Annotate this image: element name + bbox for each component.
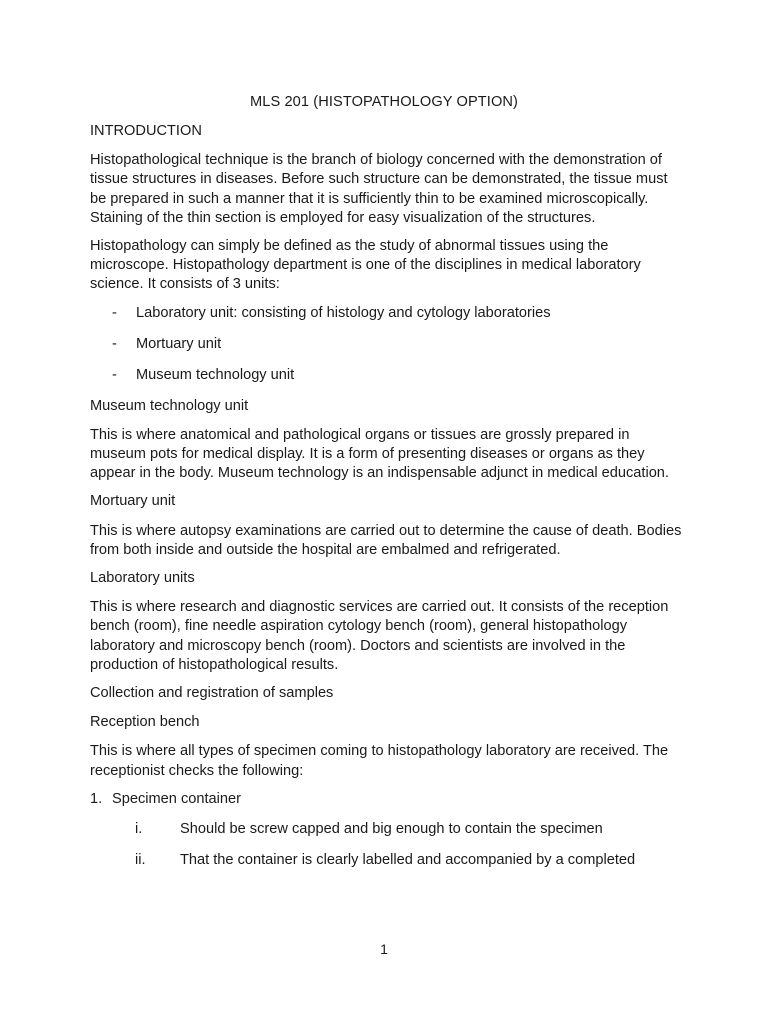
unit-label: Laboratory unit: (136, 304, 238, 321)
list-item (90, 851, 682, 870)
list-item (90, 335, 682, 354)
checklist (90, 790, 682, 809)
introduction-heading: INTRODUCTION (90, 123, 202, 139)
list-number: 1. (90, 790, 103, 807)
units-list (90, 304, 682, 385)
list-item (90, 820, 682, 839)
mortuary-heading: Mortuary unit (90, 493, 176, 510)
museum-paragraph: This is where anatomical and pathological organs or tissues are grossly prepared in museum pots for medical display. It is a form of presenting diseases or organs as they appear in the body. Museum technology is an indispensable adjunct in medical education. (90, 426, 669, 482)
intro-paragraph-2: Histopathology can simply be defined as the study of abnormal tissues using the microscope. Histopathology department is one of the disciplines in medical laboratory science. It consists of 3 units: (90, 238, 641, 293)
laboratory-heading: Laboratory units (90, 570, 195, 587)
museum-heading: Museum technology unit (90, 397, 249, 414)
list-item (90, 304, 682, 323)
list-marker: - (112, 366, 117, 383)
unit-label: Museum technology unit (136, 366, 295, 383)
unit-description: consisting of histology and cytology laboratories (237, 304, 551, 321)
reception-paragraph: This is where all types of specimen coming to histopathology laboratory are received. The receptionist checks the following: (90, 743, 669, 779)
page-number: 1 (380, 941, 388, 957)
reception-heading: Reception bench (90, 714, 200, 731)
intro-paragraph-1: Histopathological technique is the branch of biology concerned with the demonstration of tissue structures in diseases. Before such structure can be demonstrated, the tissue must be prepared in such a manner that it is sufficiently thin to be examined microscopically. Staining of the thin section is employed for easy visualization of the structures. (90, 152, 668, 226)
collection-heading: Collection and registration of samples (90, 685, 334, 702)
list-number: ii. (135, 851, 146, 868)
sub-item-text: Should be screw capped and big enough to contain the specimen (180, 820, 603, 837)
list-item (90, 790, 682, 809)
document-title: MLS 201 (HISTOPATHOLOGY OPTION) (249, 94, 518, 110)
list-number: i. (135, 820, 143, 837)
laboratory-paragraph: This is where research and diagnostic services are carried out. It consists of the reception bench (room), fine needle aspiration cytology bench (room), general histopathology laboratory and microscopy bench (room). Doctors and scientists are involved in the production of histopathological results. (90, 599, 669, 673)
sub-checklist (90, 820, 682, 870)
list-marker: - (112, 304, 117, 321)
list-item (90, 366, 682, 385)
mortuary-paragraph: This is where autopsy examinations are carried out to determine the cause of death. Bodies from both inside and outside the hospital are embalmed and refrigerated. (90, 522, 682, 558)
document-body (90, 122, 682, 882)
sub-item-text: That the container is clearly labelled and accompanied by a completed (180, 851, 636, 868)
checklist-label: Specimen container (112, 790, 241, 807)
list-marker: - (112, 335, 117, 352)
unit-label: Mortuary unit (136, 335, 222, 352)
